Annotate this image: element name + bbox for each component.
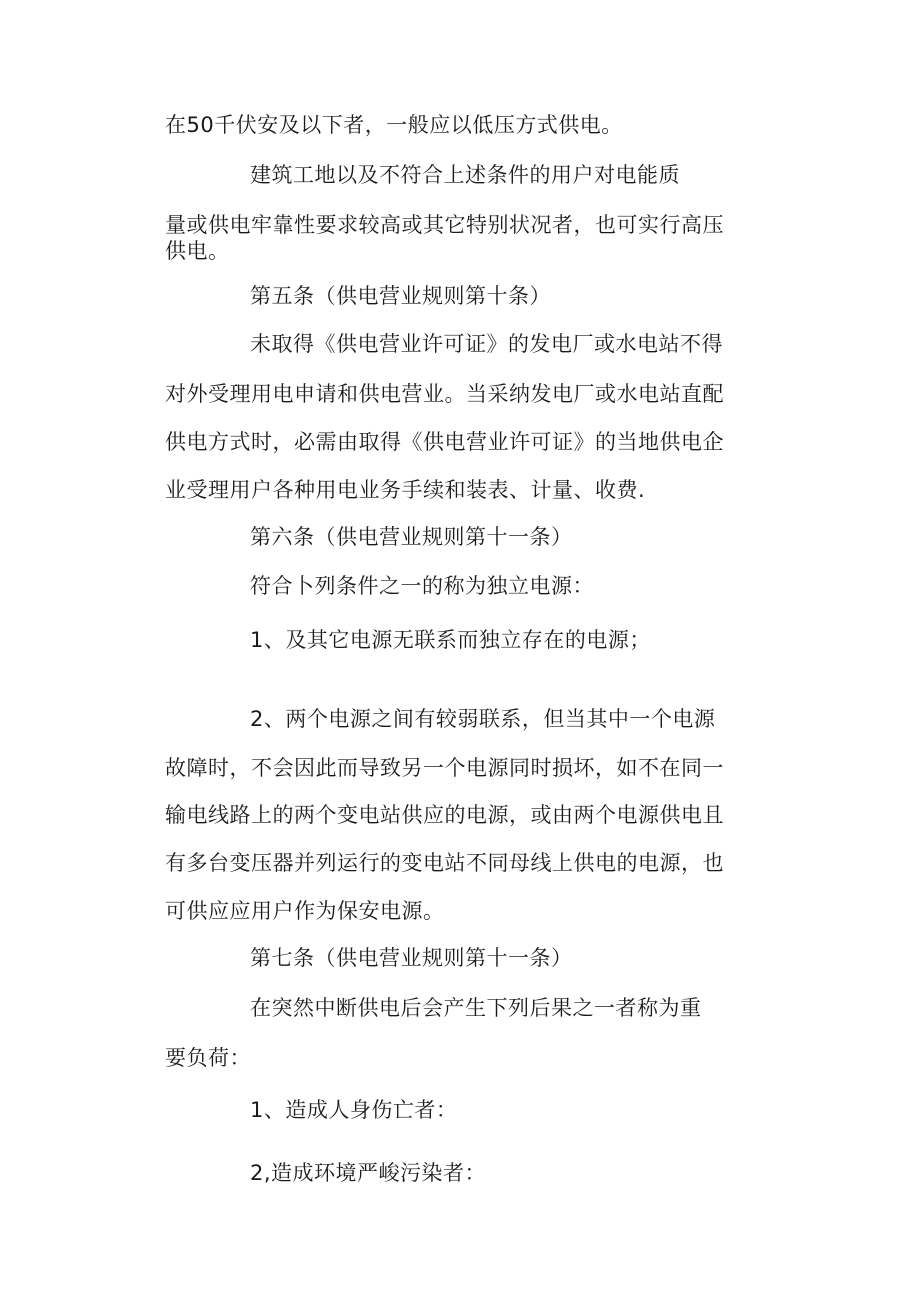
list-item: 1、及其它电源无联系而独立存在的电源；	[250, 628, 651, 652]
text-line: 在突然中断供电后会产生下列后果之一者称为重	[250, 996, 702, 1020]
text-line: 要负荷：	[165, 1046, 251, 1070]
text-line: 建筑工地以及不符合上述条件的用户对电能质	[250, 163, 680, 187]
text-line: 有多台变压器并列运行的变电站不同母线上供电的电源，也	[165, 851, 724, 875]
text-line: 量或供电牢靠性要求较高或其它特别状况者，也可实行高压	[165, 213, 724, 237]
list-item: 2,造成环境严峻污染者：	[250, 1161, 487, 1185]
article-heading: 第七条（供电营业规则第十一条）	[250, 946, 573, 970]
list-item: 1、造成人身伤亡者：	[250, 1098, 458, 1122]
text-line: 供电。	[165, 239, 230, 263]
list-item: 2、两个电源之间有较弱联系，但当其中一个电源	[250, 707, 716, 731]
text-line: 供电方式时，必需由取得《供电营业许可证》的当地供电企	[165, 430, 724, 454]
text-line: 可供应应用户作为保安电源。	[165, 899, 445, 923]
text-line: 故障时，不会因此而导致另一个电源同时损坏，如不在同一	[165, 756, 724, 780]
text-line: 未取得《供电营业许可证》的发电厂或水电站不得	[250, 332, 723, 356]
text-line: 业受理用户各种用电业务手续和装表、计量、收费.	[165, 478, 646, 502]
text-line: 在50千伏安及以下者，一般应以低压方式供电。	[165, 113, 623, 137]
text-line: 对外受理用电申请和供电营业。当采纳发电厂或水电站直配	[165, 382, 724, 406]
text-line: 符合卜列条件之一的称为独立电源：	[250, 574, 594, 598]
article-heading: 第六条（供电营业规则第十一条）	[250, 525, 573, 549]
article-heading: 第五条（供电营业规则第十条）	[250, 284, 551, 308]
text-line: 输电线路上的两个变电站供应的电源，或由两个电源供电且	[165, 803, 724, 827]
